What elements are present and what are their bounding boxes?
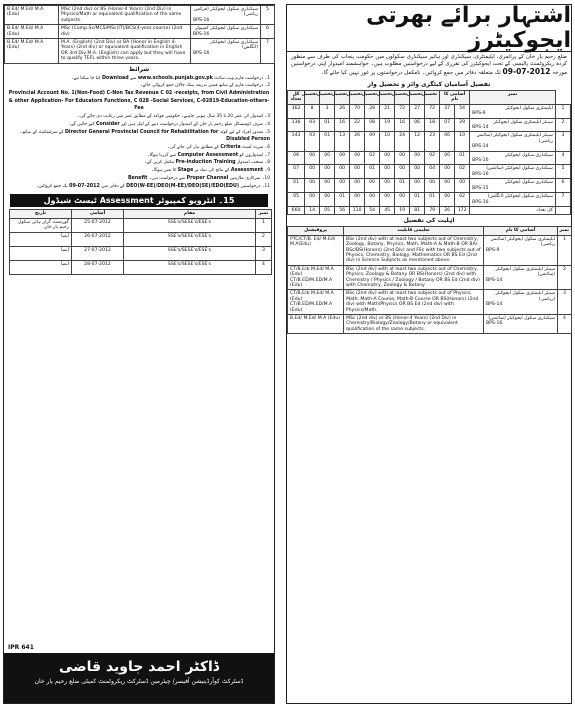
schedule-header-row — [10, 210, 272, 218]
signature-block — [4, 653, 274, 703]
vacancy-count: 00 — [305, 179, 320, 193]
schedule-row — [10, 218, 272, 232]
vacancy-count: 16 — [335, 118, 350, 132]
vacancy-col-header: تحصیل — [320, 91, 335, 105]
qualification-no: 1 — [558, 235, 572, 265]
condition-3: 3۔ امیدوار کی عمر 20 تا 35 سال ہونی چاہیے۔ حکومتی قواعد کے مطابق عمر میں رعایت دی جائے گی۔ — [77, 114, 270, 120]
post-name: سیکنڈری سکول ایجوکیٹر کمپیوٹر — [194, 26, 258, 32]
vacancy-no: 6 — [555, 179, 570, 193]
vacancy-post — [470, 179, 556, 193]
criteria-label: Criteria — [220, 144, 241, 150]
vacancy-total: 660 — [288, 206, 305, 214]
vacancy-count: 00 — [425, 179, 440, 193]
vacancy-count: 26 — [350, 132, 365, 151]
vacancy-post — [470, 151, 556, 165]
post-bps: BPS-9 — [486, 247, 500, 253]
vacancy-count: 00 — [305, 193, 320, 207]
condition-5b — [8, 136, 270, 144]
condition-10: 10۔ سرکاری ملازمین Proper Channel سے درخواست دیں۔ Benefit — [127, 175, 270, 181]
vacancy-count: 81 — [410, 206, 425, 214]
vacancy-count: 00 — [335, 179, 350, 193]
vacancy-no: 1 — [555, 104, 570, 118]
vacancy-col-header: آسامی کا نام — [440, 91, 470, 105]
consider-label: Consider — [95, 121, 120, 127]
vacancy-count: 00 — [380, 165, 395, 179]
vacancy-count: 19 — [380, 118, 395, 132]
qualification-row — [288, 290, 572, 315]
post-name: سیکنڈری سکول ایجوکیٹر (سائنس) — [488, 316, 555, 321]
vacancy-count: 01 — [395, 179, 410, 193]
vacancy-count: 72 — [425, 104, 440, 118]
qualification-post — [484, 315, 558, 334]
last-date: 09-07-2012 — [69, 183, 100, 189]
vacancy-count: 45 — [380, 206, 395, 214]
qualification-post — [191, 6, 261, 25]
vacancy-count: 54 — [455, 104, 470, 118]
academic-qualification: MSc (2nd div) or BS (Honor-4 Years) (2nd Div) in Physics/Math or equivalent qualification of the same subjects. — [59, 6, 191, 25]
qualification-no: 7 — [261, 39, 275, 64]
vacancy-count: 23 — [425, 132, 440, 151]
vacancy-count: 13 — [335, 132, 350, 151]
schedule-post: SSE's/SESE's/ESE's — [124, 218, 256, 232]
vacancy-no: 4 — [555, 151, 570, 165]
vacancy-count: 37 — [440, 104, 455, 118]
schedule-date: 26-07-2012 — [72, 232, 124, 246]
vacancy-count: 01 — [320, 118, 335, 132]
vacancy-no: 3 — [555, 132, 570, 151]
vacancy-total: 362 — [288, 104, 305, 118]
vacancy-count: 03 — [305, 132, 320, 151]
vacancy-count: 00 — [350, 151, 365, 165]
vacancy-col-header: کل تعداد — [288, 91, 305, 105]
vacancy-no: 2 — [555, 118, 570, 132]
post-bps: BPS-16 — [193, 50, 210, 56]
intro-tail: تک متعلقہ دفاتر میں جمع کروائیں۔ نامکمل درخواستوں پر غور نہیں کیا جائے گا۔ — [320, 70, 501, 76]
vacancy-count: 8 — [305, 104, 320, 118]
vacancy-col-header: نمبر — [470, 91, 556, 105]
qualification-no: 6 — [261, 25, 275, 39]
qualification-post — [484, 265, 558, 290]
vacancy-count: 72 — [395, 104, 410, 118]
vacancy-count: 00 — [455, 179, 470, 193]
professional-qualification: CT/B.Ed/ M.Ed/ M.A (Edu) CT/B.ED/M.ED/M.A (Edu) — [288, 290, 344, 315]
vacancy-row — [288, 104, 571, 118]
assessment-label: Assessment — [230, 168, 264, 174]
schedule-no: 3 — [256, 246, 272, 260]
deadline-date: 09-07-2012 — [502, 67, 551, 76]
vacancy-col-header: تحصیل — [410, 91, 425, 105]
professional-qualification: CT/B.Ed/ M.Ed/ M.A (Edu) CT/B.ED/M.ED/M.A (Edu) — [288, 265, 344, 290]
vacancy-count: 00 — [410, 165, 425, 179]
post-bps: BPS-14 — [472, 144, 489, 150]
academic-qualification: BSc (2nd div) with at least two subjects out of Chemistry, Physics, Zoology & Botany OR BS(Honors) (2nd div) with Chemistry / Physics / Zoology / Botany OR BS Ed (2nd div) with Chemistry, Zoology & Botany — [344, 265, 484, 290]
vacancy-count: 00 — [365, 193, 380, 207]
vacancy-count: 00 — [320, 179, 335, 193]
vacancy-count: 01 — [365, 165, 380, 179]
qualification-row — [288, 265, 572, 290]
vacancy-post — [470, 132, 556, 151]
post-bps: BPS-16 — [472, 171, 489, 177]
vacancy-count: 07 — [440, 118, 455, 132]
condition-1: 1۔ درخواست فارم ویب سائٹ www.schools.punjab.gov.pk سے Download کیا جا سکتا ہے۔ — [71, 75, 270, 81]
vacancy-col-header: تحصیل — [380, 91, 395, 105]
condition-8: 8۔ منتخب امیدوار Pre-induction Training مکمل کریں گے۔ — [144, 160, 270, 166]
professional-qualification: B.Ed/ M.Ed/ M.A (Edu) — [5, 39, 59, 64]
schedule-col-header: تاریخ — [10, 210, 72, 218]
vacancy-count: 00 — [350, 165, 365, 179]
vacancy-count: 03 — [305, 118, 320, 132]
qualification-header-row — [288, 227, 572, 235]
vacancy-count: 00 — [335, 165, 350, 179]
vacancy-count: 05 — [320, 206, 335, 214]
right-column — [286, 4, 572, 704]
download-label: Download — [101, 75, 129, 81]
vacancy-count: 21 — [380, 104, 395, 118]
post-name: سینئر ایلیمنٹری سکول ایجوکیٹر (ریاضی) — [495, 291, 555, 302]
vacancy-post — [470, 193, 556, 207]
schedule-title: 15۔ انٹرویو کمپیوٹر Assessment ٹیسٹ شیڈول — [10, 194, 268, 207]
schedule-no: 2 — [256, 232, 272, 246]
professional-qualification: B.Ed/ M.Ed/ M.A (Edu) — [288, 315, 344, 334]
schedule-venue: گورنمنٹ گرلز ہائی سکول رحیم یار خان — [10, 218, 72, 232]
qualification-post — [191, 39, 261, 64]
vacancy-row — [288, 193, 571, 207]
vacancy-count: 01 — [410, 193, 425, 207]
signatory-designation: ڈسٹرکٹ کوآرڈینیشن آفیسر/ چیئرمین ڈسٹرکٹ ریکروٹمنٹ کمیٹی ضلع رحیم یار خان — [34, 678, 244, 685]
qualification-table — [287, 226, 572, 334]
account-text: Provincial Account No. 1(Non-Food) C-Non Tax Revenue C 02 -receipts, from Civil Administration & other Application- For Educators Functions, C 028 -Social Services, C-02819-Education-others-Fee — [8, 91, 270, 112]
post-bps: BPS-16 — [193, 17, 210, 23]
conditions-heading: شرائط — [128, 65, 150, 73]
vacancy-total: 01 — [288, 179, 305, 193]
academic-qualification: M.A. (English) (2nd Div) or BA (Honor in English 4-Years) (2nd div) or equivalent qualification in English OR 3rd Div M.A. (English) can apply but they will have to qualify TEFL within three years. — [59, 39, 191, 64]
qualification-row — [288, 235, 572, 265]
ad-intro — [287, 52, 571, 79]
vacancy-count: 00 — [320, 165, 335, 179]
pre-induction-label: Pre-induction Training — [175, 160, 236, 166]
vacancy-post — [470, 118, 556, 132]
vacancy-count: 26 — [335, 104, 350, 118]
condition-6: 6۔ میرٹ لسٹ Criteria کے مطابق تیار کی جائے گی۔ — [167, 144, 270, 150]
vacancy-count: 00 — [350, 193, 365, 207]
vacancy-count: 10 — [455, 132, 470, 151]
vacancy-count: 26 — [440, 206, 455, 214]
vacancy-count: 00 — [395, 193, 410, 207]
condition-7: 7۔ امیدواروں کو Computer Assessment سے گزرنا ہوگا۔ — [147, 152, 270, 158]
post-name: سیکنڈری سکول ایجوکیٹر (سائنس) — [486, 166, 553, 172]
post-name: سیکنڈری سکول ایجوکیٹر (فزکس ریاضی) — [194, 7, 258, 18]
vacancy-post — [470, 104, 556, 118]
post-name: ایلیمنٹری سکول ایجوکیٹر (سائنس ریاضی) — [490, 236, 555, 248]
vacancy-count: 10 — [380, 132, 395, 151]
schedule-venue: ایضاً — [10, 260, 72, 274]
qualification-no: 5 — [261, 6, 275, 25]
qualification-col-header: تعلیمی قابلیت — [344, 227, 484, 235]
vacancy-count: 54 — [365, 206, 380, 214]
academic-qualification: BSc (2nd div) with at least two subjects out of Chemistry, Zoology, Botany, Physics, Math, Math-A & Math-B OR BA/ BSc/BS(Honors) (2nd Div) and FSc with two subjects out of Physics, Chemistry, Biology, Mathematics OR BS Ed (2nd div) in Science Subjects as mentioned above. — [344, 235, 484, 265]
vacancy-row — [288, 132, 571, 151]
condition-4: 4۔ صرف ڈومیسائل ضلع رحیم یار خان کے امیدوار درخواست دینے کے اہل ہیں اور Consider کیے جائیں گے۔ — [68, 121, 270, 127]
ipr-number: IPR 641 — [8, 644, 34, 651]
schedule-col-header: آسامی — [72, 210, 124, 218]
director-text: Director General Provincial Council for Rehabilitation for — [64, 129, 219, 135]
benefit-label: Benefit — [127, 175, 148, 181]
vacancy-no: 5 — [555, 165, 570, 179]
condition-5: 5۔ معذور افراد کے لیے کوٹہ Director General Provincial Council for Rehabilitation for کے سرٹیفکیٹ کے ساتھ۔ — [19, 129, 270, 135]
academic-qualification: MSc (2nd div) or BS (Honor-4 Years) (2nd Div) in Chemistry/Biology/Zoology/Botany or equivalent qualification of the same subjects. — [344, 315, 484, 334]
vacancy-row — [288, 118, 571, 132]
qualification-row — [5, 25, 275, 39]
deo-label: DEO(W-EE)/DEO(M-EE)/DEO(SE)/EDO(EDU) — [126, 183, 240, 189]
vacancy-count: 06 — [440, 132, 455, 151]
vacancy-count: 04 — [425, 165, 440, 179]
vacancy-count: 00 — [380, 193, 395, 207]
vacancy-count: 00 — [350, 179, 365, 193]
schedule-table — [9, 209, 272, 274]
schedule-venue: ایضاً — [10, 232, 72, 246]
proper-channel-label: Proper Channel — [186, 175, 229, 181]
vacancy-col-header: تحصیل — [335, 91, 350, 105]
signatory-name: ڈاکٹر احمد جاوید قاضی — [58, 659, 220, 675]
vacancy-count: 28 — [365, 104, 380, 118]
vacancy-col-header: تحصیل — [305, 91, 320, 105]
vacancy-count: 00 — [335, 151, 350, 165]
schedule-no: 1 — [256, 218, 272, 232]
post-bps: BPS-15 — [472, 185, 489, 191]
vacancy-count: 00 — [410, 179, 425, 193]
vacancy-count: 02 — [365, 151, 380, 165]
vacancy-col-header: تحصیل — [425, 91, 440, 105]
ad-banner — [287, 5, 571, 52]
vacancy-row — [288, 165, 571, 179]
schedule-date: 28-07-2012 — [72, 260, 124, 274]
post-bps: BPS-9 — [472, 111, 486, 117]
post-name: سیکنڈری سکول ایجوکیٹر — [505, 152, 553, 158]
vacancy-count: 16 — [395, 118, 410, 132]
condition-11: 11۔ درخواستیں DEO(W-EE)/DEO(M-EE)/DEO(SE)/EDO(EDU) کے دفاتر میں 09-07-2012 تک جمع کروائیں۔ — [35, 183, 270, 189]
vacancy-header-row — [288, 91, 571, 105]
vacancy-row — [288, 206, 571, 214]
post-name: ایلیمنٹری سکول ایجوکیٹر — [505, 105, 553, 111]
vacancy-table — [287, 90, 571, 215]
post-bps: BPS-14 — [486, 277, 503, 283]
vacancy-count: 02 — [425, 151, 440, 165]
vacancy-count: 00 — [320, 151, 335, 165]
vacancy-count: 12 — [410, 132, 425, 151]
post-bps: BPS-14 — [486, 302, 503, 308]
computer-assessment-label: Computer Assessment — [177, 152, 239, 158]
vacancy-count: 01 — [335, 193, 350, 207]
vacancy-count: 00 — [305, 151, 320, 165]
schedule-no: 4 — [256, 260, 272, 274]
schedule-row — [10, 232, 272, 246]
professional-qualification: B.Ed/ M.Ed/ M.A (Edu) — [5, 25, 59, 39]
vacancy-count: 06 — [410, 118, 425, 132]
vacancy-row — [288, 179, 571, 193]
vacancy-no: 7 — [555, 193, 570, 207]
vacancy-count: 02 — [455, 165, 470, 179]
vacancy-total: 05 — [288, 193, 305, 207]
vacancy-count: 00 — [410, 151, 425, 165]
post-bps: BPS-16 — [472, 158, 489, 164]
intro-text: ضلع رحیم یار خان کے پرائمری، ایلیمنٹری، سیکنڈری اور ہائیر سیکنڈری سکولوں میں حکومت پنجاب کی طرف سے منظور کردہ ریکروٹمنٹ پالیسی کے تحت ایجوکیٹرز کی تقرری کے لیے درخواستیں مطلوب ہیں۔ خواہشمند امیدوار اپنی درخواستیں مورخہ — [291, 54, 567, 76]
schedule-post: SSE's/SESE's/ESE's — [124, 232, 256, 246]
vacancy-count: 18 — [425, 118, 440, 132]
post-name: سینئر ایلیمنٹری سکول ایجوکیٹر (سائنس) — [495, 266, 555, 278]
post-name: سیکنڈری سکول ایجوکیٹر (انگلش) — [487, 194, 553, 200]
vacancy-count: 00 — [305, 165, 320, 179]
condition-9: 9۔ Assessment کے نتائج کی بنیاد پر Stage کا تعین ہوگا۔ — [151, 168, 270, 174]
vacancy-count: 01 — [455, 151, 470, 165]
left-column — [3, 4, 275, 704]
vacancy-count: 00 — [440, 179, 455, 193]
qualification-row — [5, 39, 275, 64]
disabled-label: Disabled Person — [226, 137, 270, 143]
vacancy-count: 172 — [455, 206, 470, 214]
schedule-col-header: نمبر — [256, 210, 272, 218]
vacancy-total: 136 — [288, 118, 305, 132]
qualification-post — [484, 290, 558, 315]
schedule-venue: ایضاً — [10, 246, 72, 260]
vacancy-count: 29 — [455, 118, 470, 132]
qualification-col-header: نمبر — [558, 227, 572, 235]
post-bps: BPS-14 — [472, 125, 489, 131]
vacancy-count: 00 — [365, 179, 380, 193]
post-bps: BPS-16 — [486, 321, 503, 327]
vacancy-count: 70 — [350, 104, 365, 118]
vacancy-count: 110 — [350, 206, 365, 214]
schedule-date: 25-07-2012 — [72, 218, 124, 232]
qualification-post — [484, 235, 558, 265]
post-name: سیکنڈری سکول ایجوکیٹر (انگلش) — [210, 40, 258, 51]
vacancy-count: 27 — [410, 104, 425, 118]
post-name: سینئر ایلیمنٹری سکول ایجوکیٹر (سائنس ریاضی) — [476, 133, 553, 144]
qualification-col-header: آسامی کا نام — [484, 227, 558, 235]
vacancy-count: 00 — [380, 151, 395, 165]
conditions-text — [4, 75, 274, 191]
qualification-no: 2 — [558, 265, 572, 290]
qualification-subhead: اہلیت کی تفصیل — [403, 217, 455, 225]
condition-2: 2۔ درخواست فارم کے ساتھ فیس بذریعہ بینک چالان جمع کروائی جائے۔ — [140, 83, 270, 89]
vacancy-count: 56 — [335, 206, 350, 214]
vacancy-count: 00 — [440, 165, 455, 179]
vacancy-count: 14 — [305, 206, 320, 214]
vacancy-count: 00 — [440, 151, 455, 165]
vacancy-count: 22 — [350, 118, 365, 132]
vacancy-post — [470, 206, 556, 214]
vacancy-count: 24 — [395, 132, 410, 151]
vacancy-col-header: تحصیل — [350, 91, 365, 105]
schedule-col-header: مقام — [124, 210, 256, 218]
post-name: سینئر ایلیمنٹری سکول ایجوکیٹر — [493, 119, 553, 125]
qualification-col-header: پروفیشنل — [288, 227, 344, 235]
vacancy-count: 01 — [425, 193, 440, 207]
vacancy-total: 07 — [288, 165, 305, 179]
schedule-post: SSE's/SESE's/ESE's — [124, 246, 256, 260]
academic-qualification: MSc (Comp.Sc/MCS/MSc(IT)/BCS(4-year course) (2nd div) — [59, 25, 191, 39]
qualification-no: 3 — [558, 290, 572, 315]
vacancy-count: 00 — [320, 193, 335, 207]
schedule-row — [10, 246, 272, 260]
vacancy-row — [288, 151, 571, 165]
vacancy-total: 143 — [288, 132, 305, 151]
stage-label: Stage — [177, 168, 194, 174]
vacancy-count: 19 — [395, 206, 410, 214]
website-link[interactable]: www.schools.punjab.gov.pk — [137, 75, 213, 81]
vacancy-count: 09 — [365, 132, 380, 151]
post-bps: BPS-16 — [193, 31, 210, 37]
vacancy-count: 08 — [365, 118, 380, 132]
academic-qualification: BSc (2nd div) with at least two subjects out of Physics, Math, Math-A Course, Math-B Course OR BS(Honors) (2nd div) with Math/Physics OR BS Ed (2nd div) with Physics/Math. — [344, 290, 484, 315]
qualification-row — [288, 315, 572, 334]
professional-qualification: PTC/CT/B. Ed/ M.Ed/ M.A(Edu) — [288, 235, 344, 265]
vacancy-count: 3 — [320, 104, 335, 118]
vacancy-count: 00 — [395, 165, 410, 179]
qualification-post — [191, 25, 261, 39]
vacancy-post — [470, 165, 556, 179]
schedule-date: 27-07-2012 — [72, 246, 124, 260]
vacancy-col-header: تحصیل — [365, 91, 380, 105]
schedule-row — [10, 260, 272, 274]
qualification-row — [5, 6, 275, 25]
post-bps: BPS-16 — [472, 199, 489, 205]
professional-qualification: B.Ed/ M.Ed/ M.A (Edu) — [5, 6, 59, 25]
vacancy-subhead: تفصیل آسامیان کیٹگری وائز و تحصیل وار — [367, 81, 491, 88]
vacancy-count: 00 — [440, 193, 455, 207]
vacancy-col-header: تحصیل — [395, 91, 410, 105]
vacancy-count: 00 — [395, 151, 410, 165]
vacancy-count: 79 — [425, 206, 440, 214]
vacancy-total: 06 — [288, 151, 305, 165]
qualification-table-continued — [4, 5, 275, 64]
ad-title: اشتہار برائے بھرتی ایجوکیٹرز — [366, 3, 571, 53]
vacancy-count: 00 — [380, 179, 395, 193]
schedule-post: SSE's/SESE's/ESE's — [124, 260, 256, 274]
post-name: سیکنڈری سکول ایجوکیٹر — [505, 180, 553, 186]
qualification-no: 4 — [558, 315, 572, 334]
post-name: کل تعداد — [536, 207, 553, 213]
vacancy-no — [555, 206, 570, 214]
vacancy-count: 01 — [320, 132, 335, 151]
vacancy-count: 02 — [455, 193, 470, 207]
